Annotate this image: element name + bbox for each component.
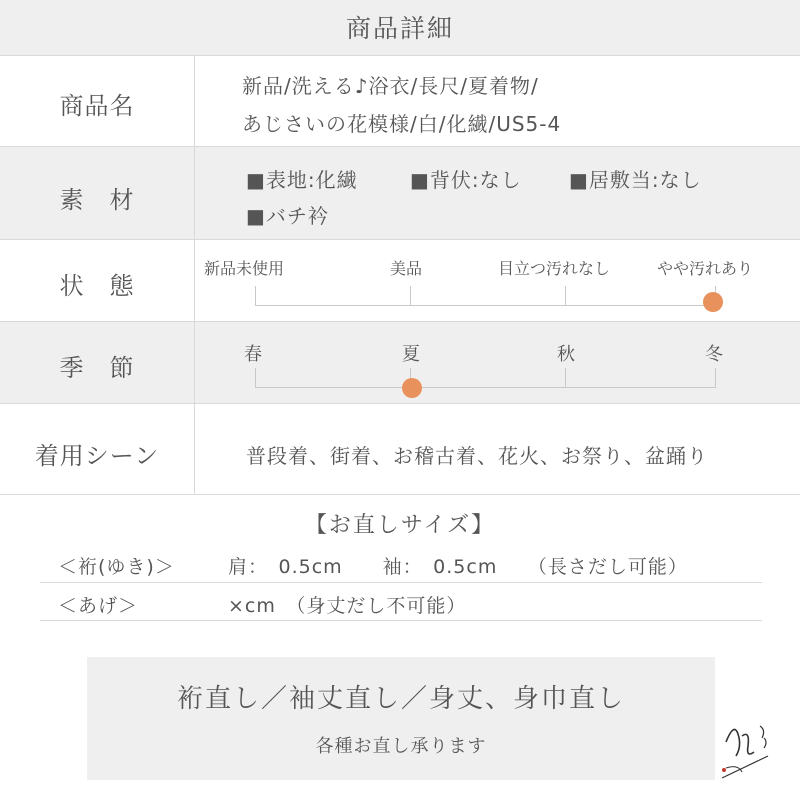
condition-tick: [255, 286, 256, 306]
material-item-surface: ■表地:化繊: [246, 168, 358, 192]
condition-scale-good: 美品: [390, 259, 423, 278]
condition-scale-slight-stains: やや汚れあり: [657, 259, 754, 278]
alterations-title: 【お直しサイズ】: [304, 513, 496, 538]
alteration-yuki-name: ＜裄(ゆき)＞: [58, 556, 175, 578]
season-label: 季 節: [59, 354, 135, 382]
product-name-line1: 新品/洗える♪浴衣/長尺/夏着物/: [242, 74, 539, 98]
season-tick: [255, 368, 256, 388]
brand-logo: [716, 712, 786, 782]
page-title: 商品詳細: [345, 14, 454, 43]
season-summer: 夏: [402, 344, 420, 365]
table-divider: [194, 56, 195, 494]
banner-sub-text: 各種お直し承ります: [315, 736, 487, 757]
material-item-collar: ■バチ衿: [246, 204, 329, 228]
season-marker: [402, 378, 422, 398]
material-item-lining: ■居敷当:なし: [569, 168, 702, 192]
season-spring: 春: [244, 344, 262, 365]
condition-label: 状 態: [59, 272, 135, 300]
season-scale-line: [255, 387, 715, 388]
product-name-label: 商品名: [59, 92, 135, 120]
material-label: 素 材: [59, 186, 135, 214]
scene-label: 着用シーン: [34, 442, 160, 470]
product-name-line2: あじさいの花模様/白/化繊/US5-4: [242, 112, 562, 136]
alteration-banner: [87, 657, 715, 780]
alterations-separator: [40, 582, 762, 583]
condition-tick: [565, 286, 566, 306]
alterations-separator: [40, 620, 762, 621]
banner-main-text: 裄直し／袖丈直し／身丈、身巾直し: [176, 684, 625, 714]
scene-value: 普段着、街着、お稽古着、花火、お祭り、盆踊り: [246, 444, 708, 468]
material-item-back: ■背伏:なし: [410, 168, 522, 192]
season-tick: [565, 368, 566, 388]
season-tick: [715, 368, 716, 388]
condition-scale-line: [255, 305, 715, 306]
alteration-yuki-detail: 肩： 0.5cm 袖： 0.5cm （長さだし可能）: [228, 556, 688, 578]
condition-scale-no-stains: 目立つ汚れなし: [498, 259, 611, 278]
condition-scale-new: 新品未使用: [204, 259, 285, 278]
season-autumn: 秋: [557, 344, 575, 365]
condition-marker: [703, 292, 723, 312]
alteration-age-detail: ×cm （身丈だし不可能）: [228, 595, 467, 617]
condition-tick: [410, 286, 411, 306]
alteration-age-name: ＜あげ＞: [58, 595, 139, 617]
season-winter: 冬: [705, 344, 723, 365]
